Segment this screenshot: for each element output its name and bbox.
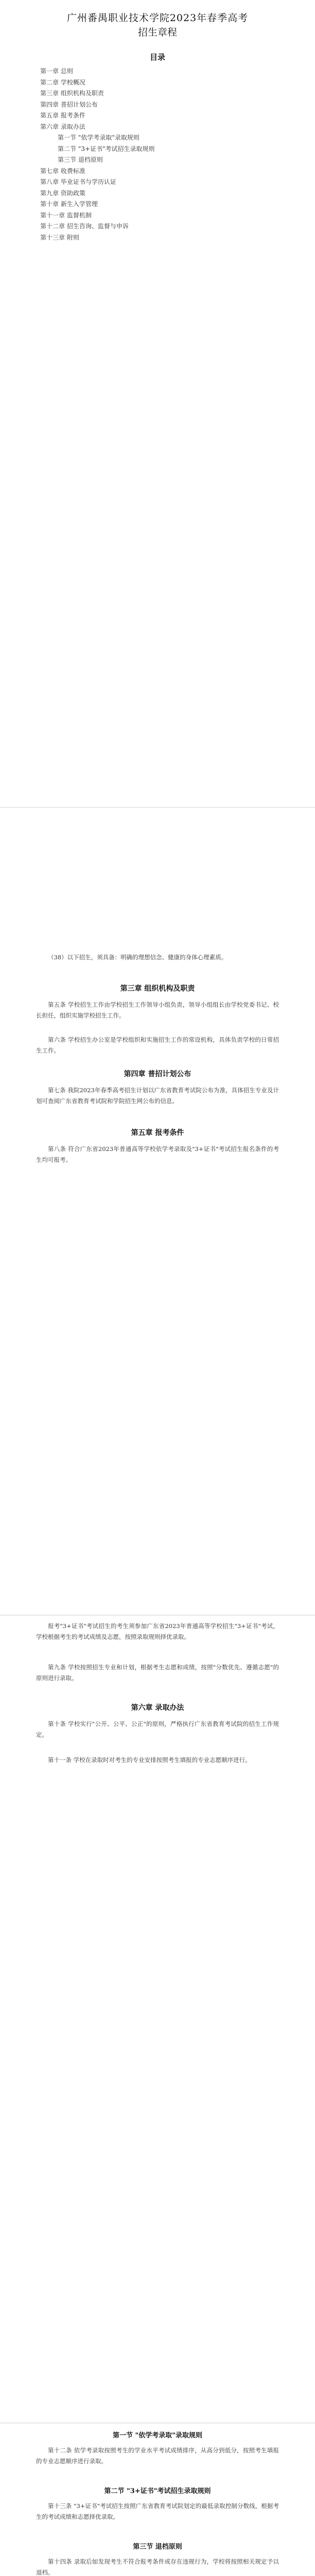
toc-item[interactable]: 第一章 总则 bbox=[40, 67, 73, 75]
paragraph: 报考"3+证书"考试招生的考生须参加广东省2023年普通高等学校招生"3+证书"考试，学校根据考生的考试成绩及志愿，按照录取规则择优录取。 bbox=[36, 1622, 279, 1640]
page-1 bbox=[0, 0, 315, 807]
table-of-contents bbox=[40, 66, 277, 243]
paragraph: 第十二条 依学考录取按照考生的学业水平考试成绩排序，从高分到低分，按照考生填报的专业志愿顺序进行录取。 bbox=[36, 2447, 279, 2465]
paragraph: （38）以下招生，须具备：明确的理想信念、健康的身体心理素质。 bbox=[48, 954, 227, 961]
page-3 bbox=[0, 1616, 315, 2422]
chapter-heading: 第六章 录取办法 bbox=[131, 1704, 184, 1712]
toc-item[interactable]: 第十一章 监督机制 bbox=[40, 211, 92, 219]
toc-heading: 目录 bbox=[149, 53, 165, 62]
paragraph: 第十三条 "3+证书"考试招生按照广东省教育考试院划定的最低录取控制分数线，根据考生的考试成绩和志愿择优录取。 bbox=[36, 2502, 279, 2520]
section-heading: 第一节 "依学考录取"录取规则 bbox=[112, 2432, 203, 2439]
chapter-heading: 第三章 组织机构及职责 bbox=[120, 985, 195, 993]
paragraph: 第八条 符合广东省2023年普通高等学校依学考录取及"3+证书"考试招生报名条件的考生均可报考。 bbox=[36, 1145, 279, 1163]
paragraph: 第十一条 学校在录取时对考生的专业安排按照考生填报的专业志愿顺序进行。 bbox=[48, 1756, 251, 1764]
toc-item[interactable]: 第二章 学校概况 bbox=[40, 78, 85, 86]
toc-item[interactable]: 第五章 报考条件 bbox=[40, 112, 85, 119]
document-subtitle: 招生章程 bbox=[137, 27, 177, 38]
paragraph: 第九条 学校按照招生专业和计划，根据考生志愿和成绩，按照"分数优先、遵循志愿"的原则进行录取。 bbox=[36, 1664, 279, 1682]
page-4 bbox=[0, 2424, 315, 2576]
toc-item[interactable]: 第八章 毕业证书与学历认证 bbox=[40, 178, 116, 185]
toc-item[interactable]: 第四章 普招计划公布 bbox=[40, 100, 98, 108]
page-2 bbox=[0, 808, 315, 1615]
toc-item[interactable]: 第十二章 招生咨询、监督与申诉 bbox=[40, 223, 129, 230]
chapter-heading: 第四章 普招计划公布 bbox=[124, 1070, 191, 1078]
toc-item[interactable]: 第七章 收费标准 bbox=[40, 167, 85, 175]
paragraph: 第十四条 录取后如发现考生不符合报考条件或存在违规行为，学校将按照相关规定予以退档。 bbox=[36, 2558, 279, 2576]
paragraph: 第五条 学校招生工作由学校招生工作领导小组负责，领导小组组长由学校党委书记、校长担任，组织实施学校招生工作。 bbox=[36, 1001, 279, 1019]
paragraph: 第十条 学校实行"公开、公平、公正"的原则，严格执行广东省教育考试院的招生工作规定。 bbox=[36, 1720, 279, 1738]
paragraph: 第七条 我院2023年春季高考招生计划以广东省教育考试院公布为准，具体招生专业及计划可查阅广东省教育考试院和学院招生网公布的信息。 bbox=[36, 1087, 279, 1105]
paragraph: 第六条 学校招生办公室是学校组织和实施招生工作的常设机构，具体负责学校的日常招生工作。 bbox=[36, 1036, 279, 1054]
toc-item[interactable]: 第十章 新生入学管理 bbox=[40, 200, 98, 208]
toc-item[interactable]: 第六章 录取办法 bbox=[40, 123, 85, 130]
toc-item[interactable]: 第二节 "3+证书"考试招生录取规则 bbox=[58, 145, 155, 152]
section-heading: 第三节 退档原则 bbox=[133, 2543, 182, 2551]
document-title: 广州番禺职业技术学院2023年春季高考 bbox=[66, 12, 249, 24]
toc-item[interactable]: 第九章 资助政策 bbox=[40, 189, 85, 197]
toc-item[interactable]: 第三节 退档原则 bbox=[58, 156, 103, 163]
toc-item[interactable]: 第一节 "依学考录取"录取规则 bbox=[58, 134, 139, 141]
section-heading: 第二节 "3+证书"考试招生录取规则 bbox=[104, 2487, 211, 2495]
toc-item[interactable]: 第三章 组织机构及职责 bbox=[40, 90, 104, 97]
chapter-heading: 第五章 报考条件 bbox=[131, 1129, 184, 1137]
toc-item[interactable]: 第十三章 附则 bbox=[40, 233, 79, 241]
